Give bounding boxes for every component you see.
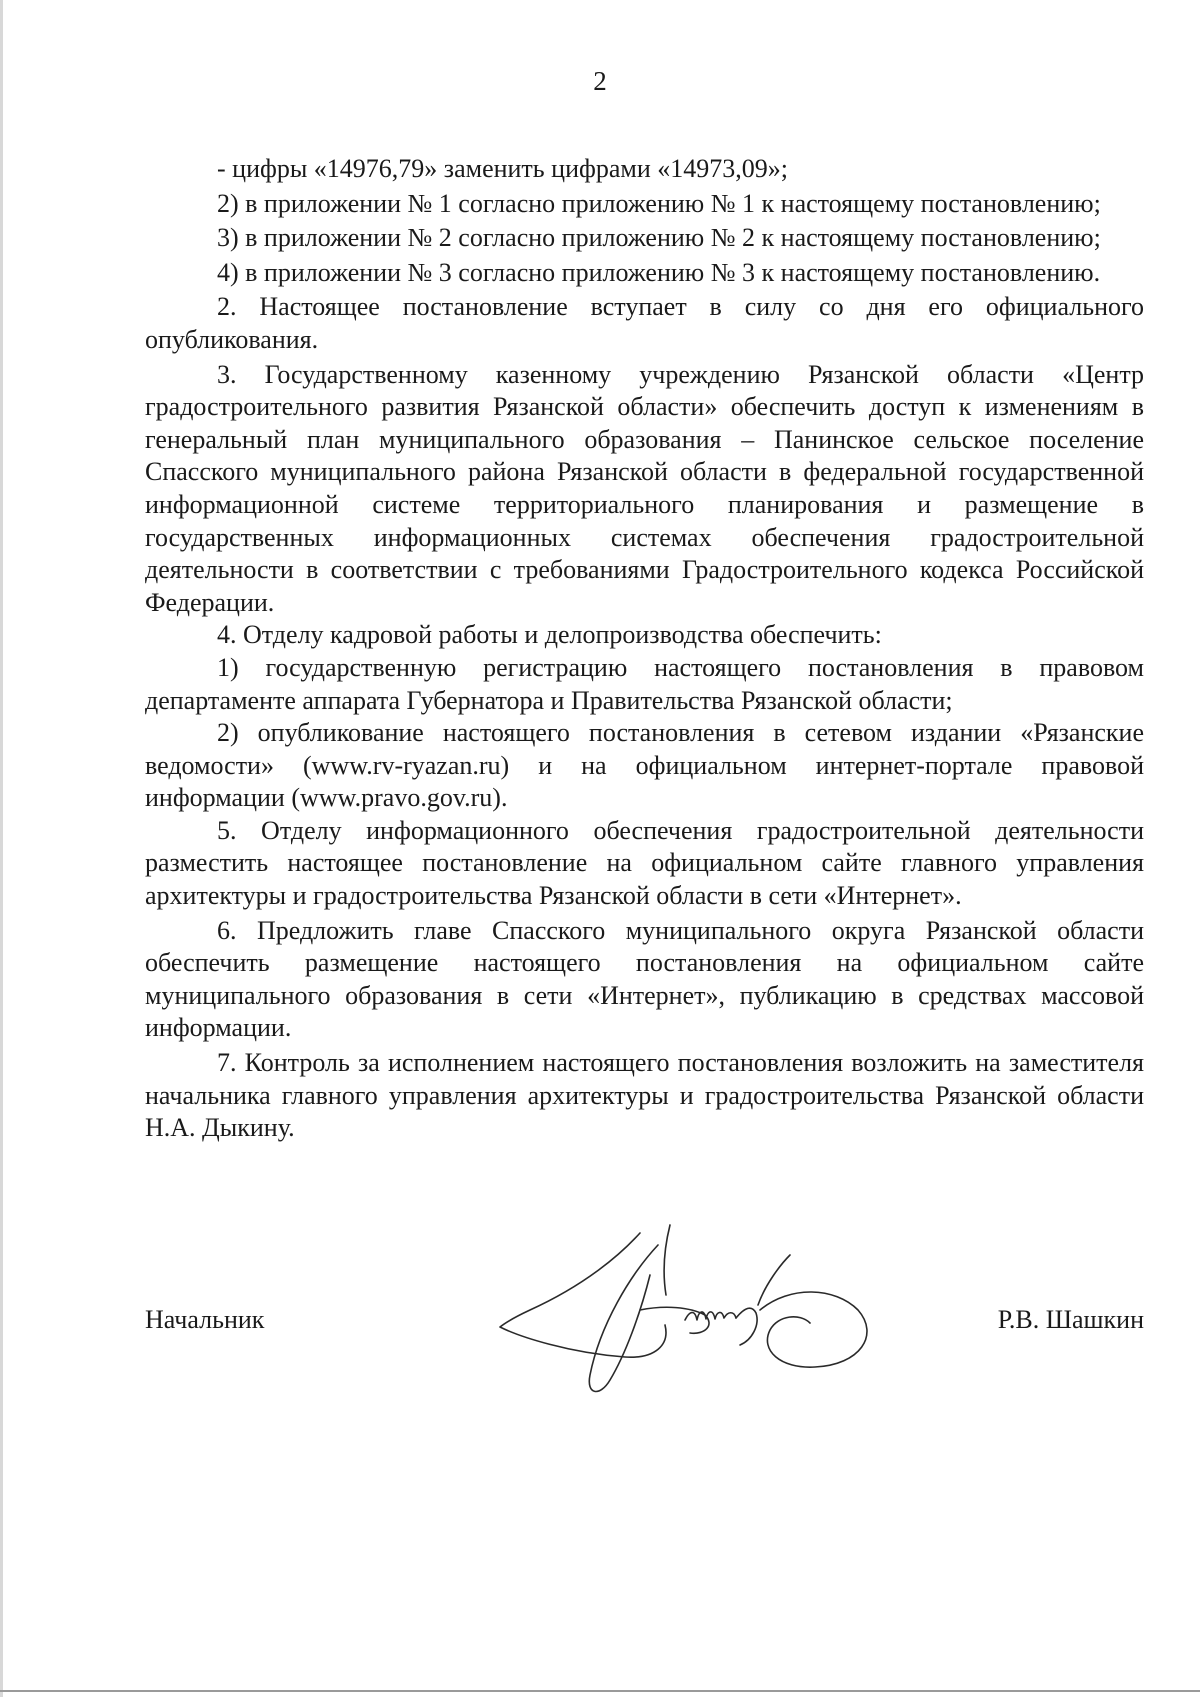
paragraph-8: 1) государственную регистрацию настоящего постановления в правовом департаменте аппарата Губернатора и Правительства Рязанской области;: [145, 652, 1144, 715]
paragraph-11: 6. Предложить главе Спасского муниципального округа Рязанской области обеспечить размещение настоящего постановления на официальном сайте муниципального образования в сети «Интернет», публикацию в средствах массовой информации.: [145, 915, 1144, 1043]
scan-edge-shadow: [0, 0, 3, 1697]
paragraph-3: 3) в приложении № 2 согласно приложению № 2 к настоящему постановлению;: [217, 223, 1101, 253]
signatory-name: Р.В. Шашкин: [997, 1305, 1144, 1334]
paragraph-5: 2. Настоящее постановление вступает в силу со дня его официального опубликования.: [145, 292, 1144, 354]
paragraph-4: 4) в приложении № 3 согласно приложению № 3 к настоящему постановлению.: [217, 257, 1101, 287]
scan-bottom-edge: [0, 1690, 1200, 1692]
signature-block: [145, 1305, 1144, 1345]
signatory-title: Начальник: [145, 1305, 265, 1334]
document-body: [145, 153, 1144, 1145]
paragraph-10: 5. Отделу информационного обеспечения градостроительной деятельности разместить настоящее постановление на официальном сайте главного управления архитектуры и градостроительства Рязанской области в сети «Интернет».: [145, 815, 1144, 911]
paragraph-9: 2) опубликование настоящего постановления в сетевом издании «Рязанские ведомости» (www.rv-ryazan.ru) и на официальном интернет-портале правовой информации (www.pravo.gov.ru).: [145, 718, 1144, 813]
paragraph-2: 2) в приложении № 1 согласно приложению № 1 к настоящему постановлению;: [217, 188, 1101, 218]
paragraph-6: 3. Государственному казенному учреждению Рязанской области «Центр градостроительного развития Рязанской области» обеспечить доступ к изменениям в генеральный план муниципального образования – Панинское сельское поселение Спасского муниципального района Рязанской области в федеральной государственной информационной системе территориального планирования и размещение в государственных информационных системах обеспечения градостроительной деятельности в соответствии с требованиями Градостроительного кодекса Российской Федерации.: [145, 359, 1144, 617]
page-number: 2: [593, 66, 607, 96]
paragraph-12: 7. Контроль за исполнением настоящего постановления возложить на заместителя начальника главного управления архитектуры и градостроительства Рязанской области Н.А. Дыкину.: [145, 1048, 1144, 1143]
paragraph-7: 4. Отделу кадровой работы и делопроизводства обеспечить:: [217, 620, 882, 650]
paragraph-1: - цифры «14976,79» заменить цифрами «14973,09»;: [217, 154, 788, 183]
